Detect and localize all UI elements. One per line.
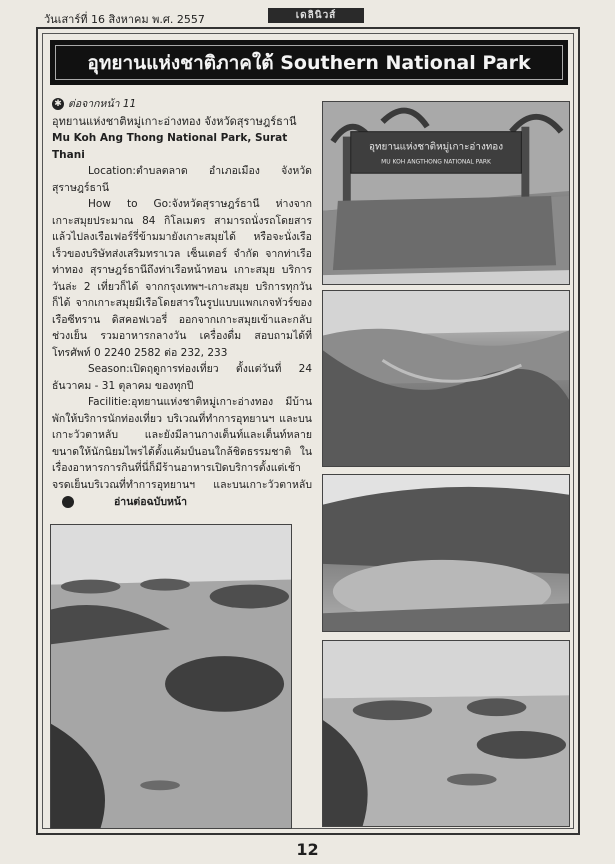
issue-date: วันเสาร์ที่ 16 สิงหาคม พ.ศ. 2557 (44, 13, 205, 26)
article-column (52, 96, 312, 510)
how-to-go-paragraph: How to Go:จังหวัดสุราษฎร์ธานี ห่างจากเกาะสมุยประมาณ 84 กิโลเมตร สามารถนั่งรถโดยสารแล้วไปลงเรือเฟอร์รี่ข้ามมายังเกาะสมุยได้ หรือจะนั่งเรือเร็วของบริษัทส่งเสริมทราเวล เซ็นเตอร์ จำกัด จากท่าเรือท่าทอง สุราษฎร์ธานีถึงท่าเรือหน้าทอน เกาะสมุย บริการวันล่ะ 2 เที่ยวก็ได้ จากกรุงเทพฯ-เกาะสมุย บริการทุกวัน ก็ได้ จากเกาะสมุยมีเรือโดยสารในรูปแบบแพกเกจทัวร์ของเรือซีทราน ดิสคอฟเวอรี่ ออกจากเกาะสมุยเข้าและกลับช่วงเย็น รวมอาหารกลางวัน เครื่องดื่ม สอบถามได้ที่ โทรศัพท์ 0 2240 2582 ต่อ 232, 233 (52, 198, 312, 359)
location-paragraph: Location:ตำบลตลาด อำเภอเมือง จังหวัดสุราษฎร์ธานี (52, 165, 312, 194)
photo-islands-left (50, 524, 292, 829)
facilities-text: Facilitie:อุทยานแห่งชาติหมู่เกาะอ่างทอง มีบ้านพักให้บริการนักท่องเที่ยว บริเวณที่ทำการอุทยานฯ และบนเกาะวัวตาหลับ และยังมีลานกางเต็นท์และเต็นท์หลายขนาดให้นักนิยมไพรได้ตั้งแค้มป์นอนใกล้ชิดธรรมชาติ ในเรื่องอาหารการกินที่นี่ก็มีร้านอาหารเปิดบริการตั้งแต่เช้าจรดเย็นบริเวณที่ทำการอุทยานฯ และบนเกาะวัวตาหลับ (52, 396, 312, 491)
photo-islands-right (322, 640, 570, 827)
star-icon: ✱ (62, 496, 74, 508)
continued-label: ต่อจากหน้า 11 (68, 98, 137, 110)
photo-park-sign (322, 101, 570, 285)
newspaper-logo: เดลินิวส์ (268, 8, 364, 23)
read-more (62, 494, 187, 511)
sign-text-en: MU KOH ANGTHONG NATIONAL PARK (381, 158, 491, 166)
continued-from (52, 96, 312, 113)
article-title-en: Mu Koh Ang Thong National Park, Surat Thani (52, 132, 288, 161)
sign-text-th: อุทยานแห่งชาติหมู่เกาะอ่างทอง (369, 141, 504, 153)
section-banner (50, 40, 568, 85)
photo-viewpoint (322, 290, 570, 467)
article-title-th: อุทยานแห่งชาติหมู่เกาะอ่างทอง จังหวัดสุราษฎร์ธานี (52, 114, 297, 128)
star-icon: ✱ (52, 98, 64, 110)
facilities-paragraph (52, 394, 312, 510)
photo-emerald-lake (322, 474, 570, 632)
banner-title: อุทยานแห่งชาติภาคใต้ Southern National Park (55, 45, 563, 80)
read-more-label: อ่านต่อฉบับหน้า (114, 495, 187, 508)
season-paragraph: Season:เปิดฤดูการท่องเที่ยว ตั้งแต่วันที่ 24 ธันวาคม - 31 ตุลาคม ของทุกปี (52, 363, 312, 392)
page-number: 12 (296, 840, 319, 859)
